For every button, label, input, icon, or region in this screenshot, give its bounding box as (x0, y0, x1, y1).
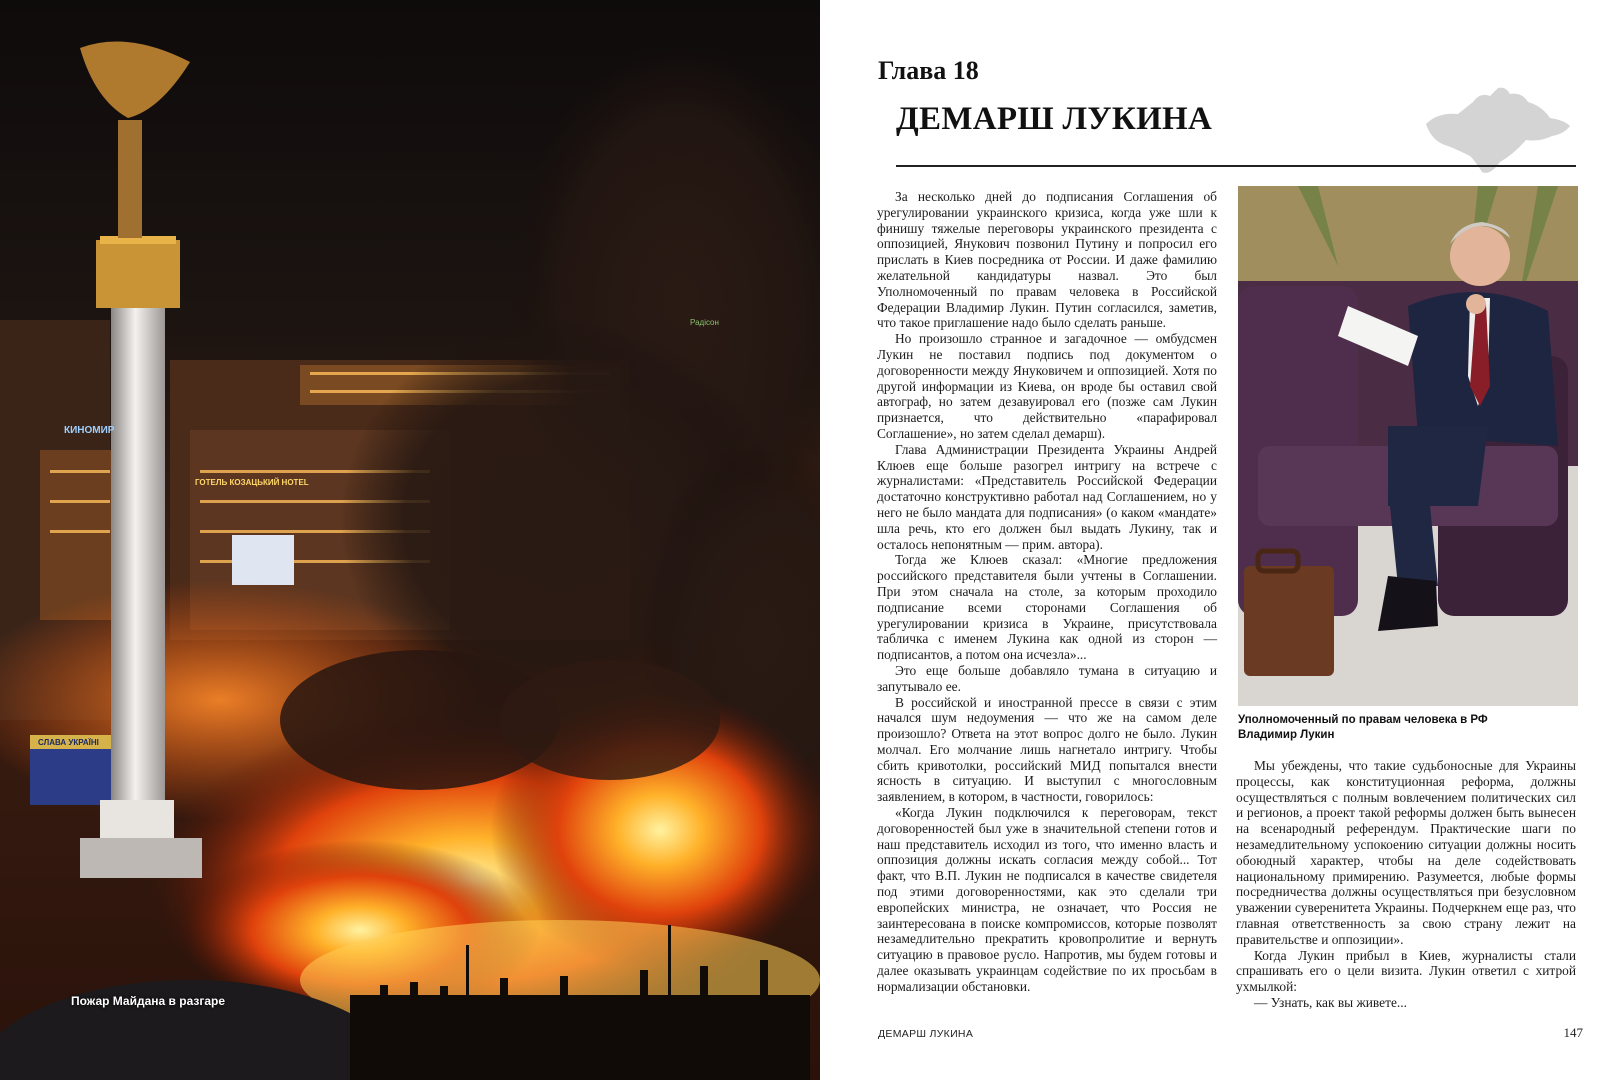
paragraph: В российской и иностранной прессе в связи с этим начался шум недоумения — что же на самом деле произошло? Ответа на этот вопрос долго не было. Лукин молчал. Его молчание лишь нагнетало интригу. Чтобы сбить кривотолки, российский МИД попытался внести ясность в ситуацию. И выступил с многословным заявлением, в котором, в частности, говорилось: (877, 694, 1217, 805)
lukin-photo (1238, 186, 1578, 706)
left-photo-caption: Пожар Майдана в разгаре (71, 994, 226, 1008)
paragraph: «Когда Лукин подключился к переговорам, текст договоренностей был уже в значительной степени готов и наш представитель исходил из того, что именно власть и оппозиция должны искать согласия между собой... Тот факт, что В.П. Лукин не подписался в качестве свидетеля под этими договоренностями, как это сделали три европейских министра, не означает, что Россия не заинтересована в поиске компромиссов, которые позволят незамедлительно прекратить кровопролитие и вернуть ситуацию в правовое русло. Напротив, мы будем готовы и далее оказывать украинцам содействие по их просьбам в нормализации обстановки. (877, 805, 1217, 994)
paragraph: — Узнать, как вы живете... (1254, 994, 1407, 1010)
radisson-sign: Радісон (690, 318, 719, 327)
page-number: 147 (1563, 1025, 1583, 1040)
text-column-left (877, 189, 1217, 995)
paragraph: Тогда же Клюев сказал: «Многие предложения российского представителя были учтены в Соглашении. При этом сначала на столе, за которым проходило подписание всеми сторонами Соглашения об урегулировании кризиса в Украине, присутствовала табличка с именем Лукина как одной из сторон — подписантов, а потом она исчезла»... (877, 552, 1217, 663)
caption-line-1: Уполномоченный по правам человека в РФ (1238, 714, 1488, 726)
chapter-title: ДЕМАРШ ЛУКИНА (896, 101, 1213, 137)
paragraph: Когда Лукин прибыл в Киев, журналисты стали спрашивать его о цели визита. Лукин ответил с хитрой ухмылкой: (1236, 947, 1576, 995)
title-rule (896, 165, 1576, 167)
paragraph: Глава Администрации Президента Украины Андрей Клюев еще больше разогрел интригу на встрече с журналистами: «Представитель Российской Федерации достаточно конструктивно работал над Соглашением, но у него не было мандата для подписания» (о каком «мандате» шла речь, кто его должен был выдать Лукину, так и осталось непонятным — прим. автора). (877, 441, 1217, 552)
paragraph: Но произошло странное и загадочное — омбудсмен Лукин не поставил подпись под документом о договоренности между Януковичем и оппозицией. Хотя по другой информации из Киева, он вроде бы оставил свой автограф, но затем дезавуировал его (позже сам Лукин признается, что действительно «парафировал Соглашение», но затем сделал демарш). (877, 331, 1217, 441)
stage-banner: СЛАВА УКРАЇНІ (38, 738, 99, 747)
lukin-portrait-illustration (1238, 186, 1578, 706)
text-column-right (1236, 758, 1576, 1011)
kinomir-sign: КИНОМИР (64, 425, 115, 436)
chapter-label: Глава 18 (878, 56, 979, 85)
caption-line-2: Владимир Лукин (1238, 729, 1335, 741)
running-title: ДЕМАРШ ЛУКИНА (878, 1028, 974, 1040)
hotel-sign: ГОТЕЛЬ КОЗАЦЬКИЙ HOTEL (195, 478, 309, 487)
paragraph: Мы убеждены, что такие судьбоносные для Украины процессы, как конституционная реформа, должны осуществляться с полным вовлечением политических сил и регионов, а проект такой реформы должен быть вынесен на всенародный референдум. Практические шаги по незамедлительному успокоению ситуации должны носить обоюдный характер, чтобы на деле содействовать национальному примирению. Разумеется, любые формы посредничества должны осуществляться при безусловном уважении суверенитета Украины. Подчеркнем еще раз, что главная ответственность за свою страну лежит на правительстве и оппозиции». (1236, 758, 1576, 947)
book-page (820, 0, 1597, 1080)
photo-caption (1238, 713, 1578, 743)
paragraph: За несколько дней до подписания Соглашения об урегулировании украинского кризиса, когда уже шли к финишу тяжелые переговоры украинского президента с оппозицией, Янукович позвонил Путину и попросил его прислать в Киев посредника от России. И даже фамилию желательной кандидатуры назвал. Это был Уполномоченный по правам человека в Российской Федерации Владимир Лукин. Путин согласился, заметив, что такое приглашение надо было сделать раньше. (877, 189, 1217, 331)
paragraph: Это еще больше добавляло тумана в ситуацию и запутывало ее. (877, 662, 1217, 694)
